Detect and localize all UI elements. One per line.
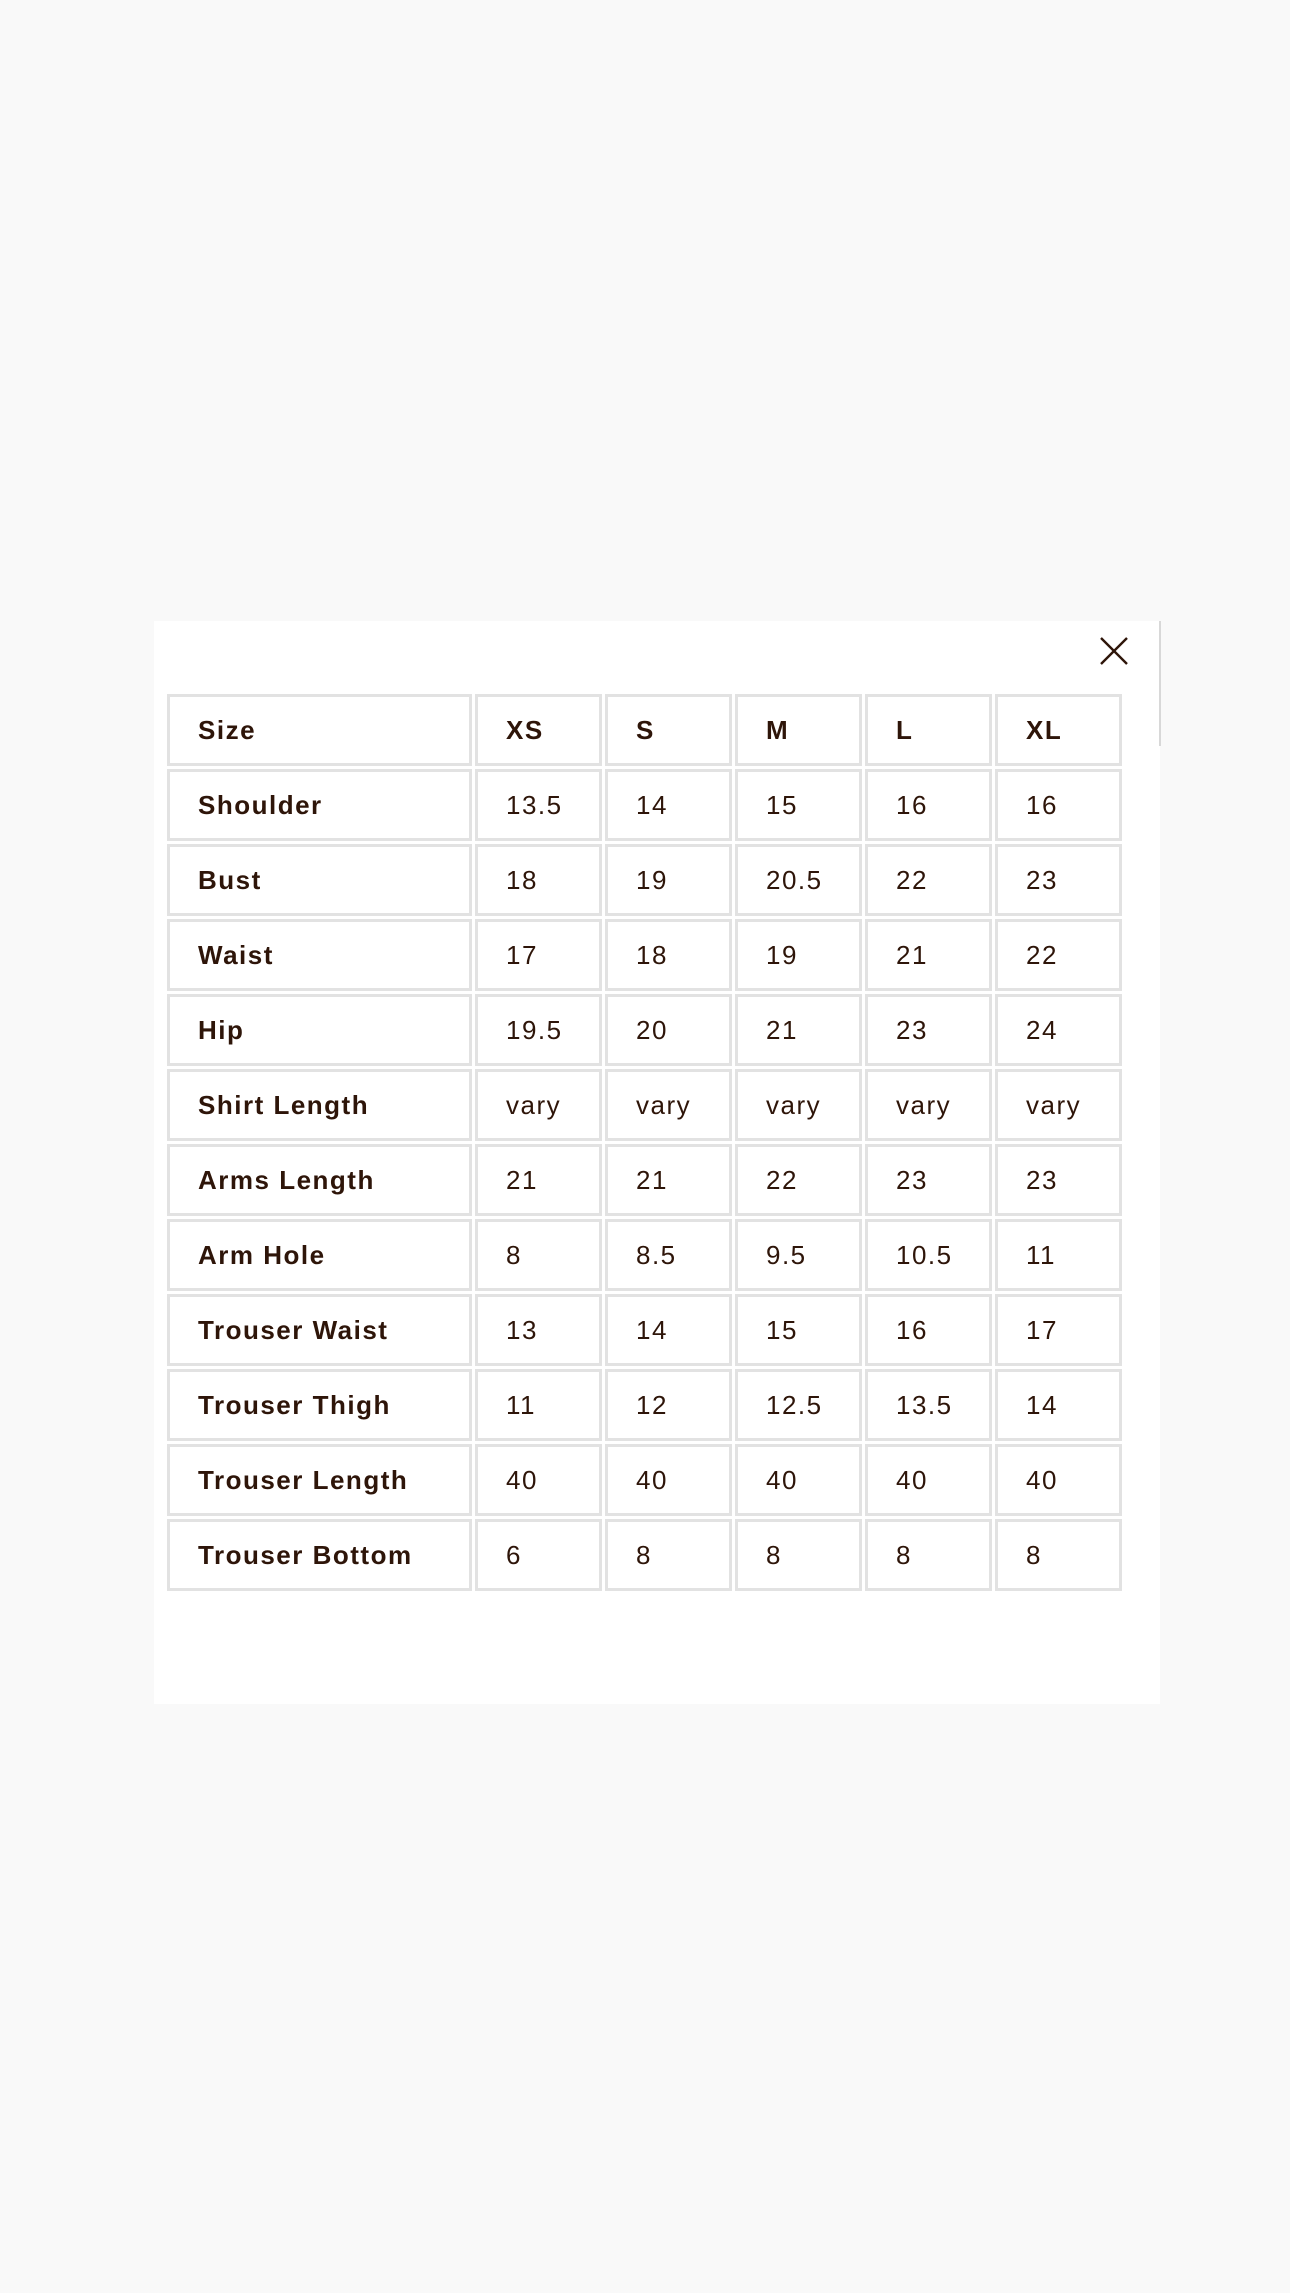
row-label-cell: Bust [167, 844, 472, 916]
value-cell: 8 [475, 1219, 602, 1291]
value-cell: vary [735, 1069, 862, 1141]
value-cell: 21 [865, 919, 992, 991]
value-cell: 9.5 [735, 1219, 862, 1291]
value-cell: vary [995, 1069, 1122, 1141]
value-cell: 8.5 [605, 1219, 732, 1291]
value-cell: 23 [865, 1144, 992, 1216]
value-cell: 15 [735, 1294, 862, 1366]
value-cell: 12 [605, 1369, 732, 1441]
value-cell: 40 [475, 1444, 602, 1516]
row-label-cell: Trouser Length [167, 1444, 472, 1516]
value-cell: vary [605, 1069, 732, 1141]
value-cell: 14 [995, 1369, 1122, 1441]
value-cell: 16 [865, 1294, 992, 1366]
value-cell: 40 [605, 1444, 732, 1516]
table-row [167, 1444, 1122, 1516]
header-cell-l: L [865, 694, 992, 766]
value-cell: 10.5 [865, 1219, 992, 1291]
close-icon [1097, 634, 1131, 668]
value-cell: 12.5 [735, 1369, 862, 1441]
table-row [167, 1144, 1122, 1216]
row-label-cell: Hip [167, 994, 472, 1066]
value-cell: 17 [995, 1294, 1122, 1366]
table-row [167, 994, 1122, 1066]
table-row [167, 1519, 1122, 1591]
table-row [167, 844, 1122, 916]
table-row [167, 1369, 1122, 1441]
value-cell: 13.5 [865, 1369, 992, 1441]
value-cell: 23 [995, 1144, 1122, 1216]
value-cell: vary [475, 1069, 602, 1141]
table-header-row [167, 694, 1122, 766]
value-cell: 6 [475, 1519, 602, 1591]
value-cell: 23 [995, 844, 1122, 916]
value-cell: 8 [605, 1519, 732, 1591]
row-label-cell: Arm Hole [167, 1219, 472, 1291]
table-row [167, 1219, 1122, 1291]
value-cell: 19 [605, 844, 732, 916]
value-cell: 20 [605, 994, 732, 1066]
value-cell: 19 [735, 919, 862, 991]
dialog-scrollbar[interactable] [1159, 621, 1161, 746]
table-row [167, 919, 1122, 991]
value-cell: 14 [605, 769, 732, 841]
value-cell: 40 [735, 1444, 862, 1516]
value-cell: 24 [995, 994, 1122, 1066]
header-cell-m: M [735, 694, 862, 766]
close-button[interactable] [1097, 634, 1131, 668]
value-cell: 11 [475, 1369, 602, 1441]
value-cell: 21 [605, 1144, 732, 1216]
value-cell: 15 [735, 769, 862, 841]
value-cell: 23 [865, 994, 992, 1066]
value-cell: 13 [475, 1294, 602, 1366]
value-cell: 22 [865, 844, 992, 916]
value-cell: 17 [475, 919, 602, 991]
row-label-cell: Arms Length [167, 1144, 472, 1216]
header-cell-xs: XS [475, 694, 602, 766]
value-cell: 20.5 [735, 844, 862, 916]
size-chart-table [164, 691, 1125, 1594]
row-label-cell: Shirt Length [167, 1069, 472, 1141]
value-cell: 21 [475, 1144, 602, 1216]
row-label-cell: Trouser Thigh [167, 1369, 472, 1441]
value-cell: vary [865, 1069, 992, 1141]
value-cell: 18 [475, 844, 602, 916]
value-cell: 8 [865, 1519, 992, 1591]
row-label-cell: Waist [167, 919, 472, 991]
value-cell: 22 [735, 1144, 862, 1216]
value-cell: 40 [995, 1444, 1122, 1516]
value-cell: 11 [995, 1219, 1122, 1291]
value-cell: 13.5 [475, 769, 602, 841]
value-cell: 16 [995, 769, 1122, 841]
header-cell-xl: XL [995, 694, 1122, 766]
table-row [167, 769, 1122, 841]
value-cell: 8 [735, 1519, 862, 1591]
value-cell: 21 [735, 994, 862, 1066]
header-cell-s: S [605, 694, 732, 766]
table-row [167, 1069, 1122, 1141]
table-row [167, 1294, 1122, 1366]
row-label-cell: Trouser Waist [167, 1294, 472, 1366]
value-cell: 18 [605, 919, 732, 991]
value-cell: 16 [865, 769, 992, 841]
row-label-cell: Shoulder [167, 769, 472, 841]
value-cell: 19.5 [475, 994, 602, 1066]
value-cell: 22 [995, 919, 1122, 991]
value-cell: 8 [995, 1519, 1122, 1591]
row-label-cell: Trouser Bottom [167, 1519, 472, 1591]
value-cell: 14 [605, 1294, 732, 1366]
header-cell-size: Size [167, 694, 472, 766]
value-cell: 40 [865, 1444, 992, 1516]
